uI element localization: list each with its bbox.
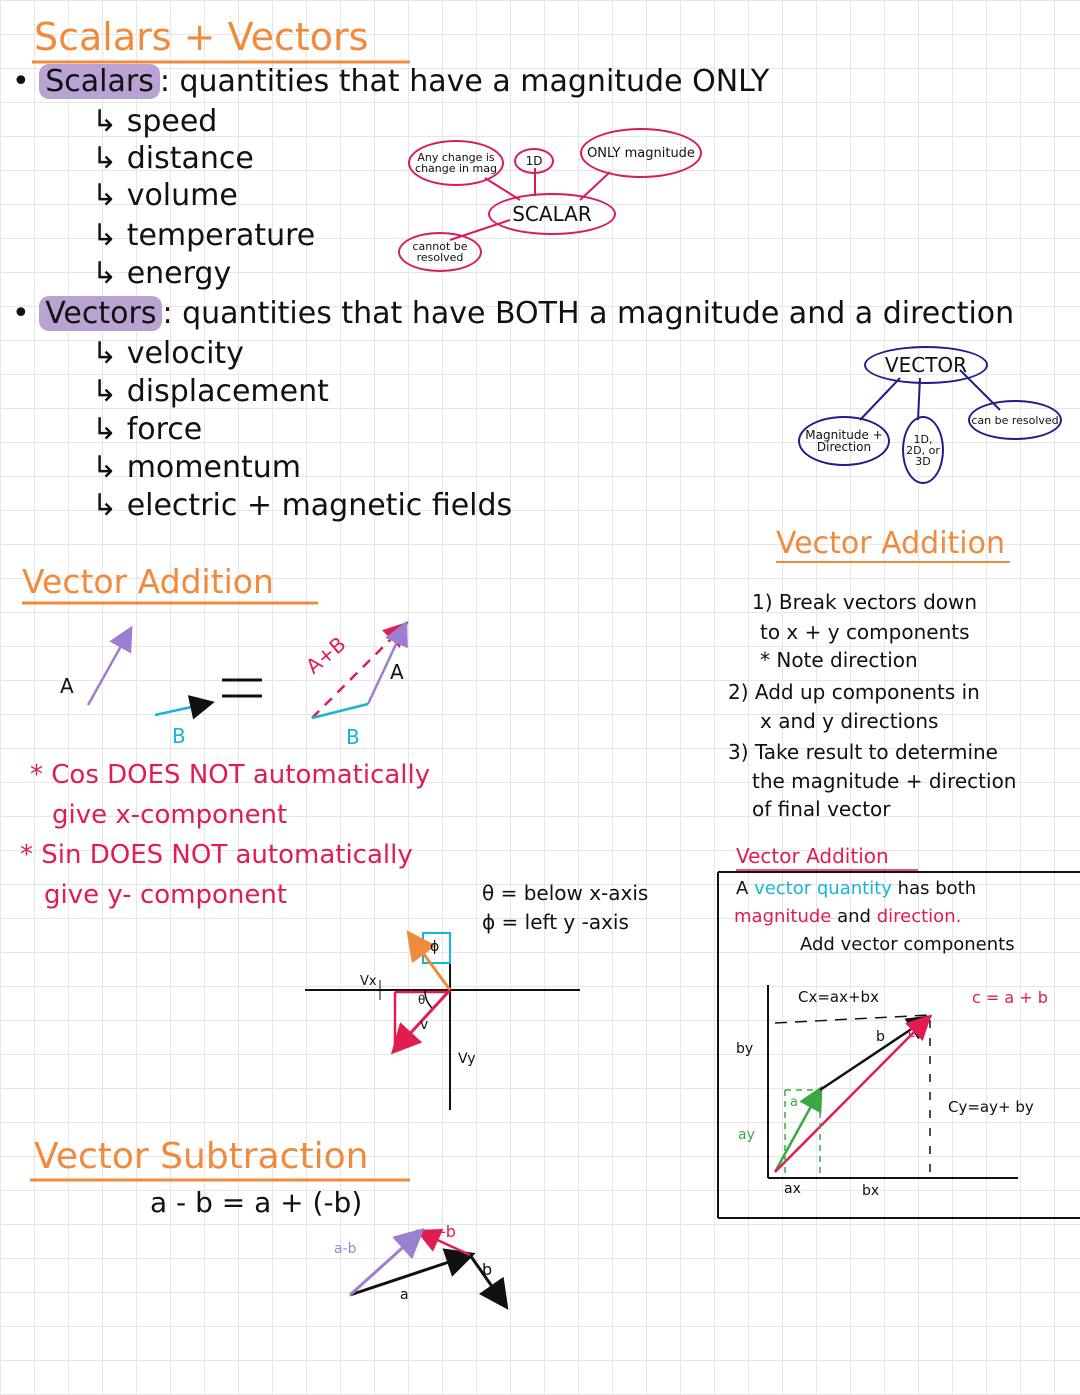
note-cos-1: * Cos DOES NOT automatically — [30, 760, 431, 790]
scalar-item: ↳ volume — [92, 178, 238, 213]
label-cx: Cx=ax+bx — [798, 988, 879, 1006]
vectors-definition-line: • Vectors : quantities that have BOTH a magnitude and a direction — [12, 296, 1015, 331]
step-1: 1) Break vectors down — [752, 590, 978, 614]
vector-item: ↳ displacement — [92, 374, 329, 409]
vector-item: ↳ velocity — [92, 336, 244, 371]
bubble-any-change: Any change is change in mag — [408, 140, 504, 186]
scalar-item: ↳ distance — [92, 141, 254, 176]
label-sub-a: a — [400, 1287, 409, 1303]
vector-item: ↳ momentum — [92, 450, 301, 485]
component-diagram — [768, 985, 1018, 1178]
step-3c: of final vector — [752, 797, 891, 821]
label-c-eq: c = a + b — [972, 988, 1048, 1007]
note-cos-2: give x-component — [52, 800, 288, 830]
scalars-label: Scalars — [39, 64, 160, 99]
bubble-scalar: SCALAR — [488, 193, 616, 235]
box-heading: Vector Addition — [736, 844, 889, 868]
vector-addition-left-heading: Vector Addition — [22, 562, 274, 601]
label-vec-a: a — [790, 1095, 798, 1110]
step-3b: the magnitude + direction — [752, 769, 1017, 793]
label-ax: ax — [784, 1181, 801, 1197]
box-line-3: Add vector components — [800, 934, 1015, 955]
vector-item: ↳ force — [92, 412, 203, 447]
vectors-definition: : quantities that have BOTH a magnitude and a direction — [162, 296, 1015, 331]
label-sub-b: b — [482, 1260, 493, 1279]
page-title: Scalars + Vectors — [34, 15, 369, 59]
label-a-minus-b: a-b — [334, 1241, 357, 1257]
bubble-vector: VECTOR — [864, 346, 988, 384]
label-phi: ϕ — [430, 939, 440, 955]
label-vy: Vy — [458, 1051, 476, 1067]
label-vec-c: c — [908, 1025, 916, 1041]
bubble-can-resolved: can be resolved — [968, 400, 1062, 440]
scalars-definition-line: • Scalars : quantities that have a magnitude ONLY — [12, 64, 770, 99]
label-vx: Vx — [360, 974, 377, 989]
label-b-right: B — [346, 725, 360, 749]
bubble-dims: 1D, 2D, or 3D — [902, 416, 944, 484]
subtraction-formula: a - b = a + (-b) — [150, 1186, 363, 1219]
phi-definition: ϕ = left y -axis — [482, 910, 629, 934]
label-by: by — [736, 1041, 754, 1057]
theta-definition: θ = below x-axis — [482, 881, 649, 905]
bubble-1d: 1D — [514, 148, 554, 174]
bubble-only-magnitude: ONLY magnitude — [580, 128, 702, 178]
label-vec-b: b — [876, 1029, 885, 1045]
note-sin-2: give y- component — [44, 880, 288, 910]
label-apb: A+B — [301, 631, 351, 679]
label-theta: θ — [418, 993, 426, 1007]
scalar-item: ↳ speed — [92, 104, 218, 139]
step-2b: x and y directions — [760, 709, 939, 733]
step-1b: to x + y components — [760, 620, 970, 644]
vector-addition-right-heading: Vector Addition — [776, 526, 1006, 561]
label-ay: ay — [738, 1127, 755, 1143]
step-2: 2) Add up components in — [728, 680, 980, 704]
box-line-2: magnitude and direction. — [734, 906, 962, 927]
label-v: v — [420, 1017, 429, 1033]
label-neg-b: -b — [440, 1222, 456, 1241]
vector-b-right-arrow — [312, 704, 368, 718]
axis-diagram-lines — [305, 933, 580, 1110]
label-a: A — [60, 674, 74, 698]
scalars-definition: : quantities that have a magnitude ONLY — [159, 64, 770, 99]
scalar-item: ↳ temperature — [92, 218, 316, 253]
step-1c: * Note direction — [760, 648, 918, 672]
label-b: B — [172, 724, 186, 748]
step-3: 3) Take result to determine — [728, 740, 998, 764]
label-cy: Cy=ay+ by — [948, 1098, 1034, 1116]
label-bx: bx — [862, 1183, 880, 1199]
note-sin-1: * Sin DOES NOT automatically — [20, 840, 413, 870]
box-line-1: A vector quantity has both — [736, 878, 977, 899]
vector-subtraction-heading: Vector Subtraction — [34, 1136, 369, 1177]
bubble-cannot-resolved: cannot be resolved — [398, 232, 482, 272]
vector-b-arrow — [155, 703, 210, 715]
vectors-label: Vectors — [39, 296, 162, 331]
label-a-right: A — [390, 660, 404, 684]
vector-item: ↳ electric + magnetic fields — [92, 488, 513, 523]
vector-a-arrow — [88, 630, 130, 705]
bubble-magnitude-direction: Magnitude + Direction — [798, 416, 890, 466]
scalar-item: ↳ energy — [92, 256, 232, 291]
